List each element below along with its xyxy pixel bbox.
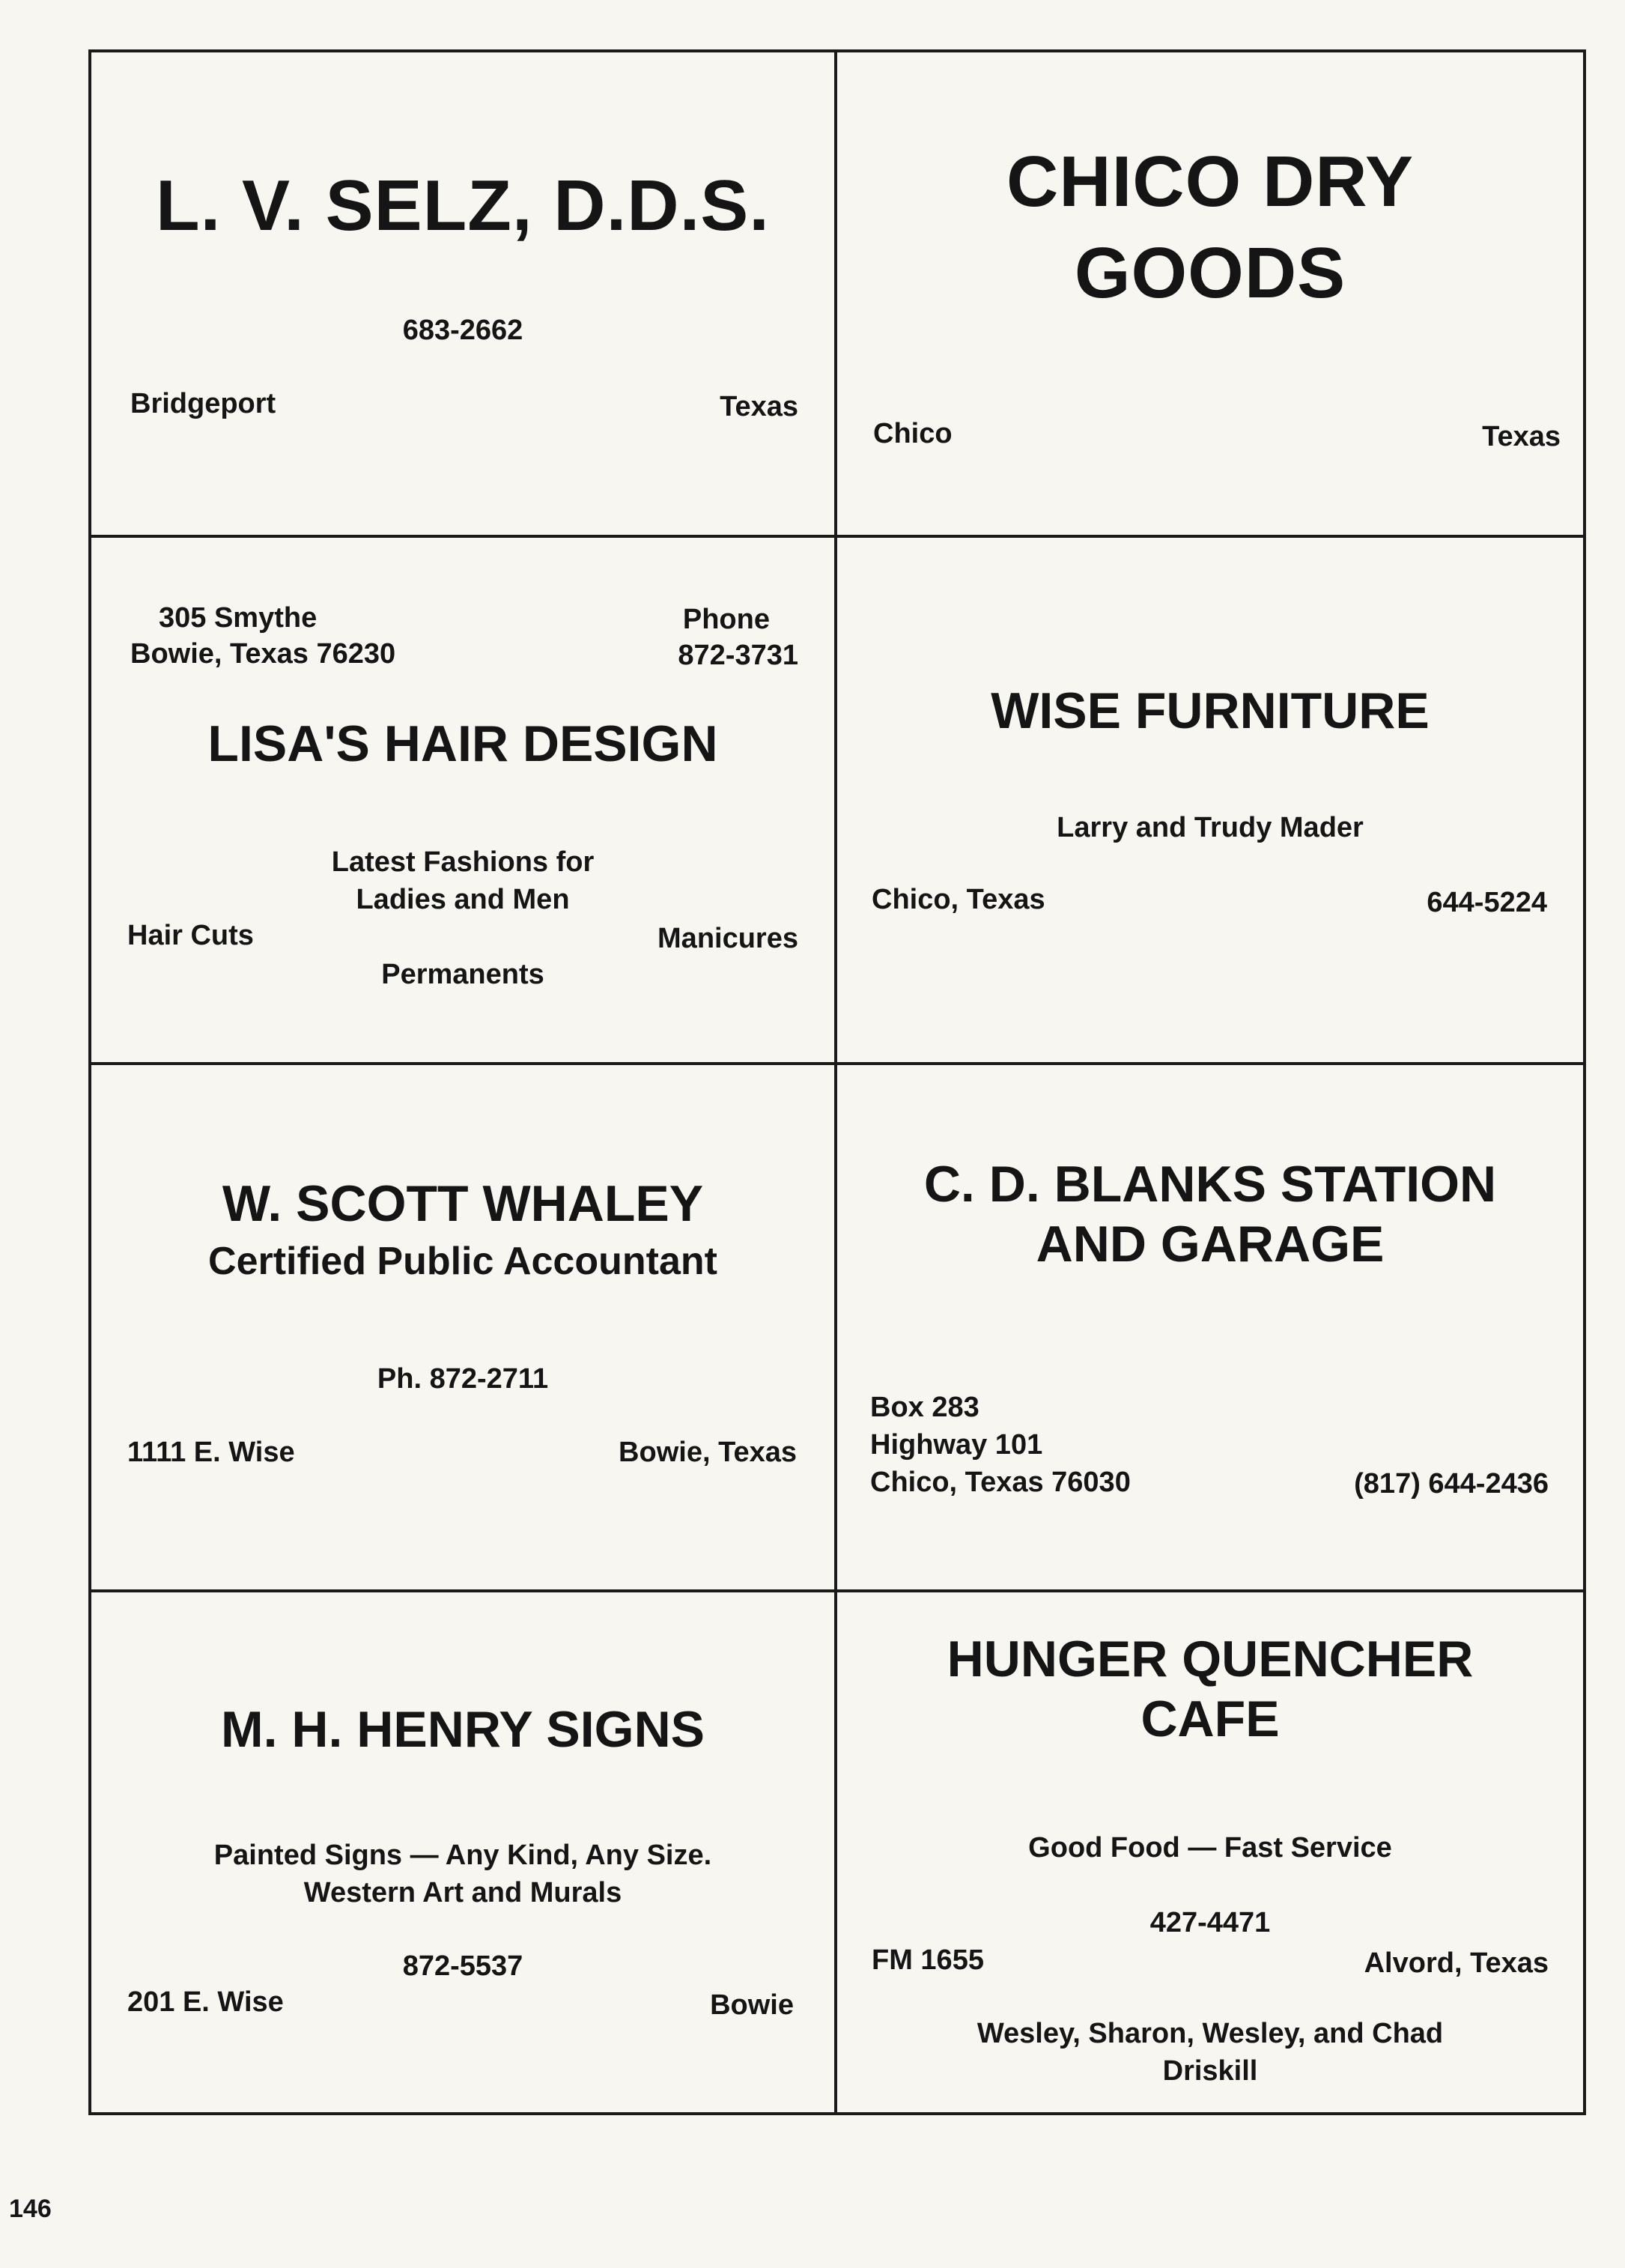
ad-phone-label: Phone bbox=[682, 604, 770, 635]
ad-service-haircuts: Hair Cuts bbox=[127, 920, 254, 951]
ad-city: Chico, Texas bbox=[872, 884, 1045, 915]
ad-title: WISE FURNITURE bbox=[991, 682, 1430, 739]
ad-city: Alvord, Texas bbox=[1364, 1947, 1549, 1979]
ad-state: Texas bbox=[720, 391, 798, 422]
ad-lisas-hair-design bbox=[91, 538, 837, 1065]
ad-grid bbox=[88, 49, 1586, 2115]
ad-title: M. H. HENRY SIGNS bbox=[220, 1701, 705, 1758]
ad-address-line2: Bowie, Texas 76230 bbox=[130, 638, 396, 670]
ad-city: Bowie bbox=[710, 1989, 794, 2021]
ad-state: Texas bbox=[1482, 421, 1561, 452]
ad-subtitle: Certified Public Accountant bbox=[208, 1240, 717, 1283]
ad-phone: 872-5537 bbox=[402, 1950, 523, 1982]
ad-service-permanents: Permanents bbox=[381, 959, 544, 990]
ad-city: Bridgeport bbox=[130, 388, 276, 419]
ad-title-line1: C. D. BLANKS STATION bbox=[923, 1156, 1497, 1213]
ad-phone: Ph. 872-2711 bbox=[377, 1363, 549, 1395]
ad-address-line2: Highway 101 bbox=[870, 1429, 1043, 1461]
ad-chico-dry-goods bbox=[837, 52, 1583, 538]
ad-wise-furniture bbox=[837, 538, 1583, 1065]
ad-tagline-line2: Ladies and Men bbox=[356, 884, 570, 915]
ad-phone: 872-3731 bbox=[678, 640, 798, 671]
ad-title: LISA'S HAIR DESIGN bbox=[207, 715, 718, 772]
ad-owners-line2: Driskill bbox=[1162, 2055, 1258, 2087]
ad-title-line2: AND GARAGE bbox=[1036, 1216, 1385, 1273]
ad-blanks-station bbox=[837, 1065, 1583, 1592]
ad-address: 201 E. Wise bbox=[127, 1986, 284, 2018]
ad-selz bbox=[91, 52, 837, 538]
ad-tagline: Good Food — Fast Service bbox=[1028, 1832, 1392, 1864]
ad-whaley bbox=[91, 1065, 837, 1592]
ad-title-line2: GOODS bbox=[1074, 233, 1346, 313]
ad-henry-signs bbox=[91, 1592, 837, 2112]
ad-hunger-quencher bbox=[837, 1592, 1583, 2112]
ad-road: FM 1655 bbox=[872, 1944, 984, 1976]
page-number: 146 bbox=[9, 2195, 52, 2223]
ad-owners: Larry and Trudy Mader bbox=[1057, 812, 1364, 843]
ad-city: Bowie, Texas bbox=[619, 1437, 797, 1468]
ad-service-manicures: Manicures bbox=[657, 923, 798, 954]
ad-phone: 683-2662 bbox=[402, 315, 523, 346]
ad-line1: Painted Signs — Any Kind, Any Size. bbox=[213, 1840, 712, 1871]
ad-address: 1111 E. Wise bbox=[127, 1437, 295, 1468]
ad-tagline-line1: Latest Fashions for bbox=[331, 846, 595, 878]
ad-phone: 427-4471 bbox=[1149, 1907, 1271, 1938]
ad-line2: Western Art and Murals bbox=[303, 1877, 622, 1908]
ad-phone: (817) 644-2436 bbox=[1354, 1468, 1549, 1500]
ad-title-line1: HUNGER QUENCHER bbox=[947, 1631, 1474, 1688]
ad-owners-line1: Wesley, Sharon, Wesley, and Chad bbox=[976, 2018, 1444, 2049]
ad-title-line2: CAFE bbox=[1140, 1691, 1280, 1747]
ad-city: Chico bbox=[873, 418, 953, 449]
ad-address-line1: Box 283 bbox=[870, 1392, 979, 1423]
ad-title-line1: CHICO DRY bbox=[1006, 142, 1415, 222]
ad-title: W. SCOTT WHALEY bbox=[222, 1175, 704, 1232]
ad-title: L. V. SELZ, D.D.S. bbox=[156, 166, 770, 246]
ad-address-line3: Chico, Texas 76030 bbox=[870, 1467, 1131, 1498]
ad-phone: 644-5224 bbox=[1427, 887, 1547, 918]
ad-address-line1: 305 Smythe bbox=[159, 602, 318, 634]
